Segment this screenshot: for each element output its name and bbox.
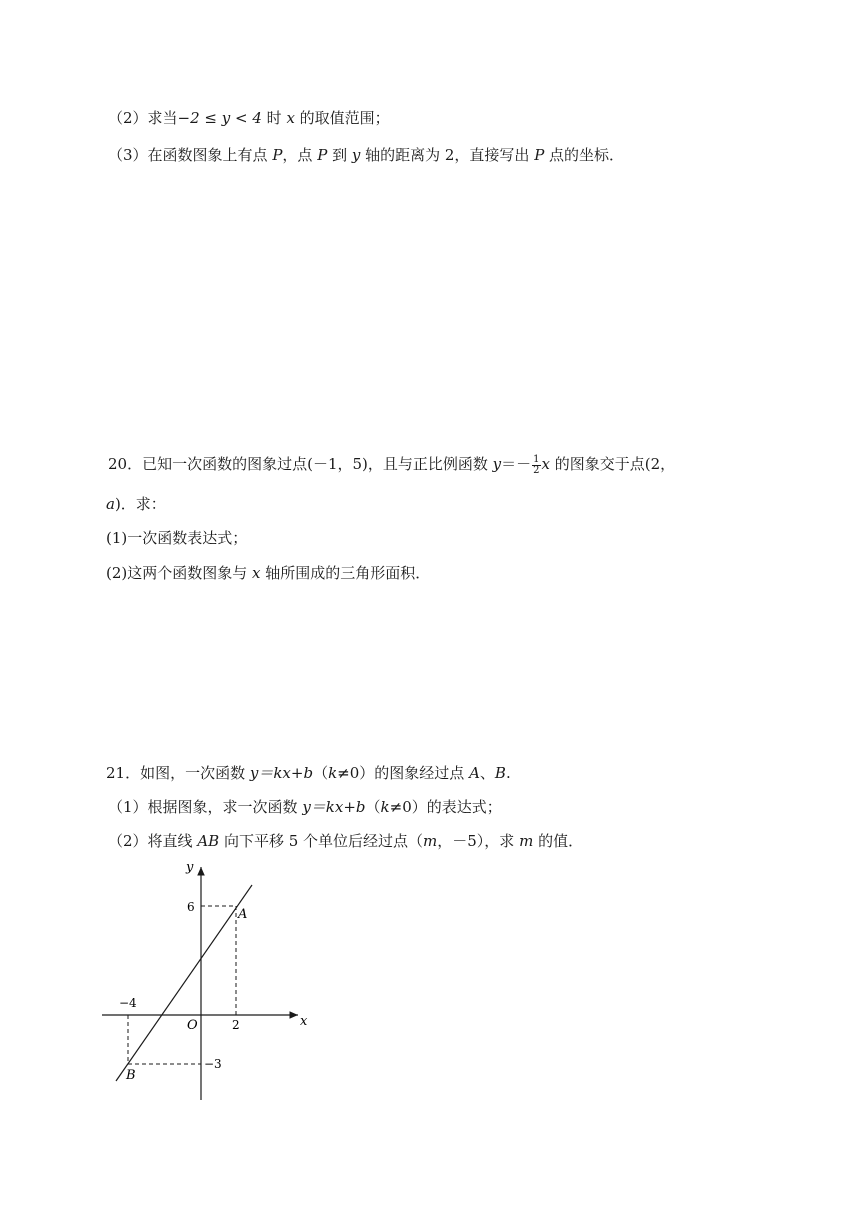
text: （3）在函数图象上有点 [108,146,273,164]
line-AB [116,885,252,1081]
text: . [505,764,511,782]
variable-a: a [106,495,115,513]
q21-line1 [106,763,511,783]
fraction [532,455,540,476]
q21-part1 [108,797,502,817]
text: ，点 [282,146,318,164]
variable-A: A [469,764,480,782]
text: 轴所围成的三角形面积． [260,564,431,582]
text: 向下平移 5 个单位后经过点（ [219,832,424,850]
text: 21．如图，一次函数 [106,764,250,782]
text: （ [313,764,329,782]
text: 时 [261,109,287,127]
variable-B: B [494,764,506,782]
tick-label-neg3: −3 [204,1057,222,1071]
fraction-numerator: 1 [533,453,540,465]
fraction-denominator: 2 [533,464,540,476]
tick-label-neg4: −4 [119,996,137,1010]
text: （ [365,798,381,816]
q20-part2 [106,563,430,583]
equation: y＝kx+b [249,764,314,782]
equation: y＝kx+b [302,798,366,816]
tick-label-2: 2 [232,1018,240,1032]
text: )．求： [114,495,166,513]
variable-P: P [534,146,545,164]
point-B-label: B [126,1068,136,1083]
variable-m: m [423,832,438,850]
origin-label: O [187,1018,198,1033]
text: 、 [479,764,495,782]
variable-AB: AB [197,832,220,850]
q20-line1 [108,454,675,476]
coordinate-graph [95,855,325,1110]
text: ＝－ [501,455,532,473]
text: ≠0）的表达式； [389,798,502,816]
q20-line2 [106,494,166,514]
variable-P: P [317,146,328,164]
x-axis-label: x [300,1014,308,1029]
text: 到 [327,146,352,164]
variable-x: x [286,109,295,127]
variable-k: k [380,798,390,816]
text: 点的坐标． [544,146,625,164]
point-A-label: A [238,907,248,922]
variable-x: x [541,455,550,473]
variable-P: P [272,146,283,164]
text: （2）求当 [108,109,178,127]
text: 的图象交于点(2， [550,455,676,473]
text: (2)这两个函数图象与 [106,564,253,582]
text: ≠0）的图象经过点 [337,764,470,782]
variable-y: y [492,455,502,473]
inequality: −2 ≤ y < 4 [177,109,262,127]
text: （2）将直线 [108,832,198,850]
text: 轴的距离为 2，直接写出 [360,146,535,164]
q20-part1 [106,528,247,548]
y-axis-label: y [186,860,194,875]
variable-m: m [519,832,534,850]
variable-y: y [351,146,361,164]
text: （1）根据图象，求一次函数 [108,798,303,816]
q19-part3 [108,145,624,165]
q21-part2 [108,831,583,851]
q19-part2 [108,108,390,128]
tick-label-6: 6 [187,900,195,914]
text: (1)一次函数表达式； [106,529,248,547]
variable-k: k [328,764,338,782]
text: 的取值范围； [294,109,390,127]
text: ，－5），求 [437,832,520,850]
text: 20．已知一次函数的图象过点(－1，5)，且与正比例函数 [108,455,493,473]
variable-x: x [252,564,261,582]
text: 的值． [533,832,584,850]
